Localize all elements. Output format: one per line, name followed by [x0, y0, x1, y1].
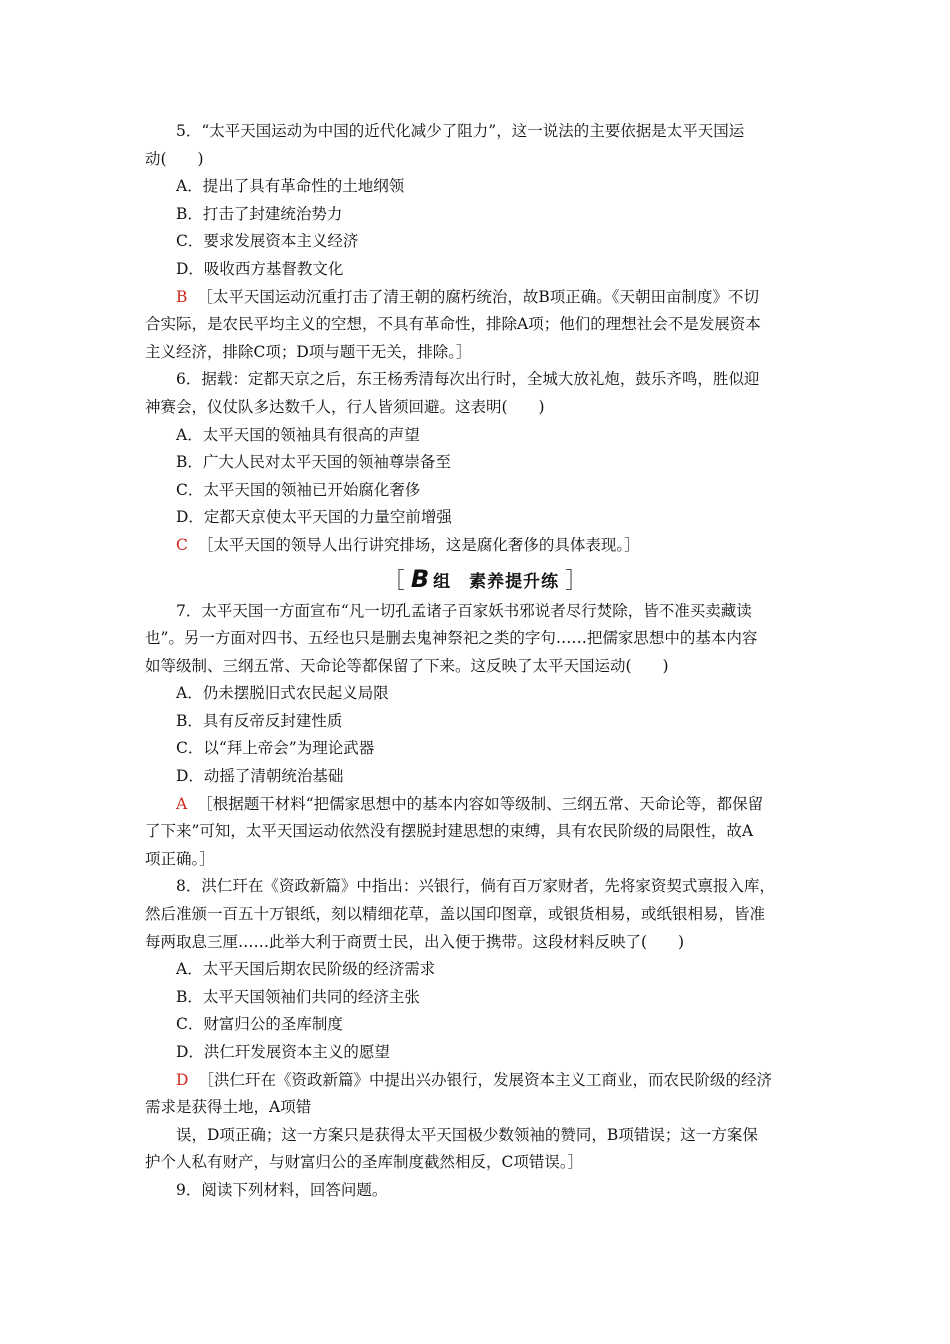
- answer-letter: B: [176, 287, 188, 306]
- answer-explanation: [145, 1067, 825, 1095]
- section-group-letter: B: [410, 564, 430, 593]
- explanation-line: 护个人私有财产，与财富归公的圣库制度截然相反，C项错误。］: [145, 1153, 584, 1172]
- question-stem-line: 动( ): [145, 149, 204, 168]
- explanation-line: 需求是获得土地，A项错: [145, 1098, 312, 1117]
- question-stem-line: 每两取息三厘……此举大利于商贾士民，出入便于携带。这段材料反映了( ): [145, 932, 685, 951]
- answer-letter: C: [176, 535, 188, 554]
- question-stem-line: 神赛会，仪仗队多达数千人，行人皆须回避。这表明( ): [145, 397, 545, 416]
- explanation-text: ［洪仁玕在《资政新篇》中提出兴办银行，发展资本主义工商业，而农民阶级的经济: [198, 1070, 772, 1089]
- question-6: [145, 366, 825, 559]
- option-b: B．具有反帝反封建性质: [176, 711, 343, 730]
- section-header: [145, 562, 825, 596]
- explanation-line: 主义经济，排除C项；D项与题干无关，排除。］: [145, 342, 472, 361]
- answer-explanation: [145, 284, 825, 312]
- answer-letter: A: [176, 794, 188, 813]
- answer-explanation: [145, 791, 825, 819]
- option-a: A．太平天国的领袖具有很高的声望: [176, 425, 420, 444]
- answer-explanation: [145, 532, 825, 560]
- option-c: C．太平天国的领袖已开始腐化奢侈: [176, 480, 421, 499]
- question-stem-line: 5．“太平天国运动为中国的近代化减少了阻力”，这一说法的主要依据是太平天国运: [176, 122, 745, 140]
- question-stem-line: 7．太平天国一方面宣布“凡一切孔孟诸子百家妖书邪说者尽行焚除，皆不准买卖藏读: [176, 601, 752, 620]
- explanation-line: 合实际，是农民平均主义的空想，不具有革命性，排除A项；他们的理想社会不是发展资本: [145, 315, 761, 334]
- option-d: D．定都天京使太平天国的力量空前增强: [176, 508, 452, 527]
- explanation-line: 项正确。］: [145, 849, 215, 868]
- question-stem-line: 也”。另一方面对四书、五经也只是删去鬼神祭祀之类的字句……把儒家思想中的基本内容: [145, 629, 758, 648]
- question-8: [145, 873, 825, 1177]
- question-5: [145, 118, 825, 366]
- option-b: B．太平天国领袖们共同的经济主张: [176, 987, 420, 1006]
- explanation-text: ［根据题干材料“把儒家思想中的基本内容如等级制、三纲五常、天命论等，都保留: [197, 794, 764, 813]
- option-d: D．洪仁玕发展资本主义的愿望: [176, 1043, 390, 1061]
- option-a: A．太平天国后期农民阶级的经济需求: [176, 960, 436, 979]
- option-d: D．动摇了清朝统治基础: [176, 767, 344, 786]
- question-stem-line: 8．洪仁玕在《资政新篇》中指出：兴银行，倘有百万家财者，先将家资契式禀报入库，: [176, 877, 775, 896]
- document-page: [145, 118, 825, 1205]
- section-bracket-open: ［: [382, 568, 405, 594]
- question-stem-line: 9．阅读下列材料，回答问题。: [176, 1180, 388, 1199]
- question-stem-line: 如等级制、三纲五常、天命论等都保留了下来。这反映了太平天国运动( ): [145, 656, 669, 675]
- option-a: A．仍未摆脱旧式农民起义局限: [176, 684, 389, 703]
- option-b: B．广大人民对太平天国的领袖尊崇备至: [176, 453, 451, 472]
- section-bracket-close: ］: [565, 568, 588, 594]
- explanation-line: 误，D项正确；这一方案只是获得太平天国极少数领袖的赞同，B项错误；这一方案保: [176, 1125, 758, 1144]
- section-title: 组 素养提升练: [433, 571, 560, 592]
- option-c: C．要求发展资本主义经济: [176, 232, 359, 251]
- option-c: C．财富归公的圣库制度: [176, 1015, 343, 1034]
- question-stem-line: 然后准颁一百五十万银纸，刻以精细花草，盖以国印图章，或银货相易，或纸银相易，皆准: [145, 905, 766, 924]
- option-d: D．吸收西方基督教文化: [176, 259, 344, 278]
- explanation-text: ［太平天国的领导人出行讲究排场，这是腐化奢侈的具体表现。］: [197, 535, 640, 554]
- question-9: [145, 1177, 825, 1205]
- question-7: [145, 598, 825, 874]
- question-stem-line: 6．据载：定都天京之后，东王杨秀清每次出行时，全城大放礼炮，鼓乐齐鸣，胜似迎: [176, 370, 760, 389]
- explanation-line: 了下来”可知，太平天国运动依然没有摆脱封建思想的束缚，具有农民阶级的局限性，故A: [145, 822, 754, 841]
- option-a: A．提出了具有革命性的土地纲领: [176, 177, 405, 196]
- option-c: C．以“拜上帝会”为理论武器: [176, 739, 375, 758]
- answer-letter: D: [176, 1070, 189, 1089]
- explanation-text: ［太平天国运动沉重打击了清王朝的腐朽统治，故B项正确。《天朝田亩制度》不切: [197, 287, 760, 306]
- option-b: B．打击了封建统治势力: [176, 204, 343, 223]
